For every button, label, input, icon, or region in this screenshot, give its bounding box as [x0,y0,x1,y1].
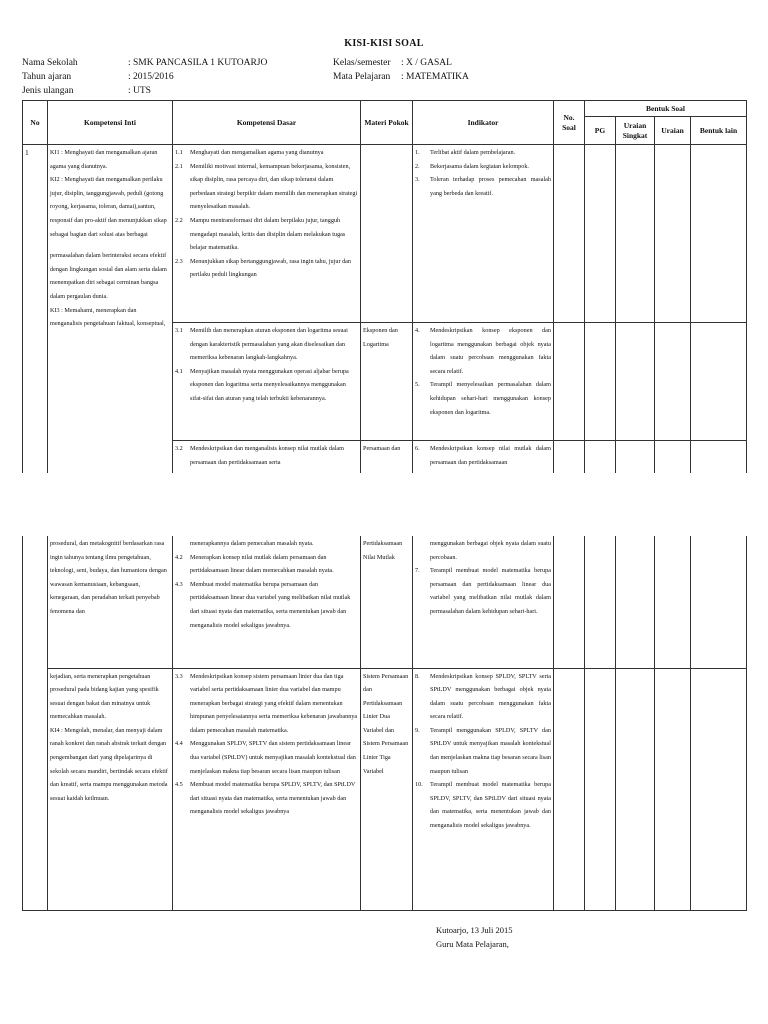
list-item [175,160,358,214]
item-text: Toleran terhadap proses pemecahan masalah yang berbeda dan kreatif. [430,176,551,197]
item-text: Terampil menyelesaikan permasalahan dalam kehidupan sehari-hari menggunakan konsep eksponen dan logaritma. [430,381,551,416]
materi-block4: Pertidaksamaan Nilai Mutlak [361,536,413,668]
indikator-block2 [413,323,554,441]
list-item [415,378,551,419]
list-item [415,564,551,618]
school-value: : SMK PANCASILA 1 KUTOARJO [128,58,268,68]
item-text: Terampil menggunakan SPLDV, SPLTV dan SPtLDV untuk menyajikan masalah kontekstual dan menjelaskan makna tiap besaran secara lisan maupun tulisan [430,726,551,775]
list-item [175,442,358,469]
item-text: Terampil membuat model matematika berupa persamaan dan pertidaksamaan linear dua variabel yang melibatkan nilai mutlak dalam permasalahan dalam kehidupan sehari-hari. [430,567,551,615]
list-item [175,551,358,578]
class-value: : X / GASAL [401,58,452,68]
materi-block3: Persamaan dan [361,441,413,473]
item-number: 8. [415,672,420,680]
item-number: 2.3 [175,257,183,265]
school-label: Nama Sekolah [22,58,78,68]
item-text: Menghayati dan mengamalkan agama yang dianutnya [190,149,324,156]
item-text: Memiliki motivasi internal, kemampuan bekerjasama, konsisten, sikap disiplin, rasa percaya diri, dan sikap toleransi dalam perbedaan strategi berpikir dalam memilih dan menerapkan strategi menyelesaikan masalah. [190,162,358,211]
item-number: 3.2 [175,445,183,452]
indikator-block5 [413,668,554,910]
indikator-block1 [413,145,554,323]
item-number: 4.3 [175,580,183,588]
item-text: Terlibat aktif dalam pembelajaran. [430,149,516,156]
item-text: Mendeskripsikan konsep SPLDV, SPLTV serta SPtLDV menggunakan berbagai objek nyata dalam suatu percobaan menggunakan fakta secara relatif. [430,672,551,721]
list-item [175,778,358,819]
ki2-text: KI2 : Menghayati dan mengamalkan perilaku jujur, disiplin, tanggungjawab, peduli (gotong royong, kerjasama, toleran, damai),santun, responsif dan pro-aktif dan menunjukkan sikap sebagai bagian dari solusi atas berbagai [50,176,167,238]
item-text: menerapkannya dalam pemecahan masalah nyata. [190,540,314,547]
kd-block1 [173,145,361,323]
item-text: Membuat model matematika berupa persamaan dan pertidaksamaan linear dua variabel yang melibatkan nilai mutlak dari situasi nyata dan matematika, serta menentukan jawab dan menganalisis model sekaligus jawabnya. [190,580,351,629]
item-number: 6. [415,445,420,452]
item-number: 7. [415,567,420,575]
list-item [175,324,358,365]
row-number: 1 [23,145,48,473]
item-number: 4.5 [175,781,183,789]
list-item [415,724,551,778]
ki-cell-p1 [48,145,173,473]
item-number: 4.2 [175,553,183,561]
item-number: 4.1 [175,367,183,375]
item-number: 4.4 [175,740,183,748]
list-item [415,670,551,724]
list-item [175,670,358,738]
indikator-block3 [413,441,554,473]
list-item [175,737,358,778]
item-text: Menggunakan SPLDV, SPLTV dan sistem pertidaksamaan linear dua variabel (SPtLDV) untuk menyajikan masalah kontekstual dan menjelaskan makna tiap besaran secara lisan maupun tulisan [190,740,356,775]
type-label: Jenis ulangan [22,86,74,96]
signature-place-date: Kutoarjo, 13 Juli 2015 [436,925,513,935]
item-text: Menerapkan konsep nilai mutlak dalam persamaan dan pertidaksamaan linear dalam memecahkan masalah nyata. [190,553,334,575]
ki3-text: KI3 : Memahami, menerapkan dan menganalisis pengetahuan faktual, konseptual, [50,306,166,328]
meta-left [22,56,78,98]
list-item [415,442,551,469]
kd-block3 [173,441,361,473]
list-item [175,578,358,632]
item-text: Menunjukkan sikap bertanggungjawab, rasa ingin tahu, jujur dan perilaku peduli lingkungan [190,257,352,279]
kd-block5 [173,668,361,910]
header-materi: Materi Pokok [361,101,413,145]
header-uraian: Uraian [655,117,691,145]
ki3b-cell [48,536,173,668]
header-no: No [23,101,48,145]
item-text: Menyajikan masalah nyata menggunakan operasi aljabar berupa eksponen dan logaritma serta menyelesaikannya menggunakan sifat-sifat dan aturan yang telah terbukti kebenarannya. [190,367,349,402]
list-item [415,146,551,160]
item-number: 2.1 [175,162,183,170]
item-text: menggunakan berbagai objek nyata dalam suatu percobaan. [430,540,551,561]
ki4-text: KI4 : Mengolah, menalar, dan menyaji dalam ranah konkret dan ranah abstrak terkait dengan pengembangan dari yang dipelajarinya di sekolah secara mandiri, bertindak secara efektif dan kreatif, serta mampu menggunakan metoda sesuai kaidah keilmuan. [50,726,168,802]
item-number: 3.1 [175,327,183,334]
list-item [415,173,551,200]
list-item [415,324,551,378]
class-label: Kelas/semester [333,58,391,68]
list-item [415,778,551,832]
year-value: : 2015/2016 [128,72,174,82]
item-number: 2.2 [175,216,183,224]
item-text: Mampu mentransformasi diri dalam berpilaku jujur, tangguh mengadapi masalah, kritis dan disiplin dalam melakukan tugas belajar matematika. [190,216,346,252]
subject-value: : MATEMATIKA [401,72,469,82]
item-text: Memilih dan menerapkan aturan eksponen dan logaritma sesuai dengan karakteristik permasalahan yang akan diselesaikan dan memeriksa kebenaran langkah-langkahnya. [190,327,348,362]
header-ki: Kompetensi Inti [48,101,173,145]
materi-block5: Sistem Persamaan dan Pertidaksamaan Linier Dua Variabel dan Sistem Persamaan Linier Tiga Variabel [361,668,413,910]
document-title: KISI-KISI SOAL [344,38,424,49]
item-text: Bekerjasama dalam kegiatan kelompok. [430,162,529,170]
item-number: 9. [415,726,420,734]
item-number: 3.3 [175,672,183,680]
list-item [415,537,551,564]
ki3c-ki4-cell [48,668,173,910]
ki1-text: KI1 : Menghayati dan mengamalkan ajaran agama yang dianutnya. [50,149,158,170]
header-bentuk-soal: Bentuk Soal [585,101,747,117]
meta-left-values [128,56,267,98]
ki3b-text: prosedural, dan metakognitif berdasarkan rasa ingin tahunya tentang ilmu pengetahuan, teknologi, seni, budaya, dan humaniora dengan wawasan kemanusiaan, kebangsaan, kenegaraan, dan peradaban terkait penyebab fenomena dan [50,540,167,615]
header-indikator: Indikator [413,101,554,145]
list-item [175,146,358,160]
signature-role: Guru Mata Pelajaran, [436,939,509,949]
list-item [175,365,358,406]
meta-right [333,56,391,84]
header-no-soal: No. Soal [554,101,585,145]
item-text: Mendeskripsikan konsep eksponen dan logaritma menggunakan berbagai objek nyata dalam suatu percobaan menggunakan fakta secara relatif. [430,327,551,375]
item-text: Terampil membuat model matematika berupa SPLDV, SPLTV, dan SPtLDV dari situasi nyata dan matematika, serta menentukan jawab dan menganalisis model sekaligus jawabnya. [430,781,551,830]
kd-block2 [173,323,361,441]
kd-block4 [173,536,361,668]
header-pg: PG [585,117,616,145]
materi-block1 [361,145,413,323]
item-text: Mendeskripsikan dan menganalisis konsep nilai mutlak dalam persamaan dan pertidaksamaan serta [190,445,344,466]
indikator-block4 [413,536,554,668]
header-bentuk-lain: Bentuk lain [691,117,747,145]
list-item [415,160,551,174]
type-value: : UTS [128,86,151,96]
list-item [175,537,358,551]
item-number: 3. [415,176,420,184]
item-number: 4. [415,327,420,334]
header-uraian-singkat: Uraian Singkat [616,117,655,145]
kisi-table-page1 [22,100,747,473]
item-text: Membuat model matematika berupa SPLDV, SPLTV, dan SPtLDV dari situasi nyata dan matematika, serta menentukan jawab dan menganalisis model sekaligus jawabnya [190,781,356,816]
meta-right-values [401,56,469,84]
kisi-table-page2 [22,536,747,911]
ki3c-text: kejadian, serta menerapkan pengetahuan prosedural pada bidang kajian yang spesifik sesuai dengan bakat dan minatnya untuk memecahkan masalah. [50,672,159,721]
year-label: Tahun ajaran [22,72,72,82]
header-kd: Kompetensi Dasar [173,101,361,145]
item-number: 10. [415,781,423,789]
item-number: 1. [415,149,420,156]
item-text: Mendeskripsikan konsep nilai mutlak dalam persamaan dan pertidaksamaan [430,445,551,466]
item-number: 1.1 [175,149,183,156]
ki2b-text: permasalahan dalam berinteraksi secara efektif dengan lingkungan sosial dan alam serta dalam menempatkan diri sebagai cerminan bangsa dalam pergaulan dunia. [50,252,167,300]
item-number: 2. [415,162,420,170]
materi-block2: Eksponen dan Logaritma [361,323,413,441]
list-item [175,214,358,255]
subject-label: Mata Pelajaran [333,72,391,82]
list-item [175,255,358,282]
item-text: Mendeskripsikan konsep sistem persamaan linier dua dan tiga variabel serta pertidaksamaan linier dua variabel dan mampu menerapkan berbagai strategi yang efektif dalam menentukan himpunan penyelesaiannya serta memeriksa kebenaran jawabannya dalam pemecahan masalah matematika. [190,672,358,734]
item-number: 5. [415,381,420,389]
